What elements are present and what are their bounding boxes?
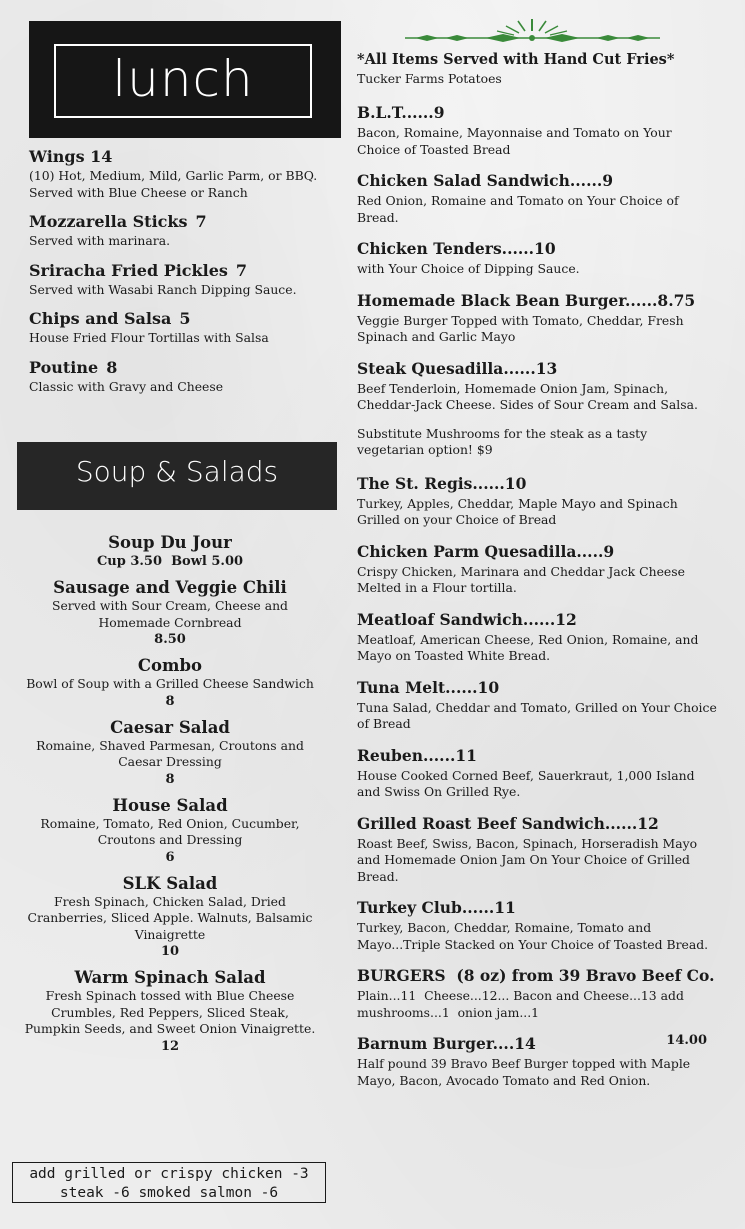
menu-item xyxy=(29,308,329,347)
menu-item xyxy=(357,290,717,346)
item-name: Reuben......11 xyxy=(357,745,477,765)
lunch-frame xyxy=(54,44,312,118)
item-price: Cup 3.50 Bowl 5.00 xyxy=(96,554,244,569)
item-desc: House Cooked Corned Beef, Sauerkraut, 1,000 Island and Swiss On Grilled Rye. xyxy=(357,767,695,799)
item-name: Caesar Salad xyxy=(110,717,230,737)
item-desc: with Your Choice of Dipping Sauce. xyxy=(357,261,580,276)
item-price: 8 xyxy=(165,771,175,787)
item-name: Warm Spinach Salad xyxy=(74,968,266,987)
soup-salads-banner xyxy=(17,442,337,510)
menu-item xyxy=(24,532,316,571)
item-desc: Fresh Spinach, Chicken Salad, Dried Cranberries, Sliced Apple. Walnuts, Balsamic Vinaigrette xyxy=(27,893,313,942)
item-desc: Served with marinara. xyxy=(29,233,171,248)
menu-item xyxy=(357,358,717,414)
addons-box xyxy=(12,1162,326,1203)
item-name: B.L.T......9 xyxy=(357,103,445,122)
menu-item xyxy=(24,717,316,789)
item-price: 14.00 xyxy=(666,1033,707,1048)
item-desc: Tuna Salad, Cheddar and Tomato, Grilled on Your Choice of Bread xyxy=(357,699,717,731)
item-name: Chips and Salsa xyxy=(29,309,172,328)
item-name: Homemade Black Bean Burger......8.75 xyxy=(357,290,696,310)
item-desc: Veggie Burger Topped with Tomato, Cheddar, Fresh Spinach and Garlic Mayo xyxy=(357,312,684,344)
lunch-banner xyxy=(29,21,341,138)
menu-item xyxy=(357,677,717,733)
appetizers-list xyxy=(29,146,329,405)
item-desc: Turkey, Apples, Cheddar, Maple Mayo and Spinach Grilled on your Choice of Bread xyxy=(357,495,678,527)
soups-list xyxy=(24,532,316,1062)
item-name: SLK Salad xyxy=(122,873,218,893)
menu-item xyxy=(29,357,329,396)
item-price: 6 xyxy=(165,849,175,865)
menu-item xyxy=(29,260,329,299)
item-name: Sriracha Fried Pickles xyxy=(29,260,228,280)
item-name: The St. Regis......10 xyxy=(357,473,527,493)
item-name: House Salad xyxy=(112,795,228,815)
item-price: 10 xyxy=(160,944,180,959)
item-name: Sausage and Veggie Chili xyxy=(53,578,287,597)
item-name: Turkey Club......11 xyxy=(357,898,516,917)
menu-item xyxy=(24,873,316,962)
item-desc: Turkey, Bacon, Cheddar, Romaine, Tomato and Mayo...Triple Stacked on Your Choice of Toasted Bread. xyxy=(357,920,709,952)
page-title: lunch xyxy=(112,50,254,108)
item-desc: (10) Hot, Medium, Mild, Garlic Parm, or BBQ. Served with Blue Cheese or Ranch xyxy=(29,168,318,200)
item-name: Chicken Tenders......10 xyxy=(357,239,556,258)
item-name: Poutine xyxy=(29,357,99,377)
item-desc: Crispy Chicken, Marinara and Cheddar Jack Cheese Melted in a Flour tortilla. xyxy=(357,563,685,595)
menu-item xyxy=(357,473,717,529)
menu-item xyxy=(357,609,717,665)
item-desc: Served with Sour Cream, Cheese and Homemade Cornbread xyxy=(51,598,288,630)
menu-item xyxy=(24,795,316,867)
addons-line: add grilled or crispy chicken -3 xyxy=(29,1166,309,1182)
item-name: Steak Quesadilla......13 xyxy=(357,358,558,378)
menu-item xyxy=(29,211,329,250)
menu-item xyxy=(357,965,717,1021)
item-desc: Romaine, Shaved Parmesan, Croutons and Caesar Dressing xyxy=(36,737,304,769)
item-price: 5 xyxy=(179,309,191,328)
item-name: Soup Du Jour xyxy=(108,533,232,552)
menu-item xyxy=(357,170,717,226)
item-desc: Fresh Spinach tossed with Blue Cheese Crumbles, Red Peppers, Sliced Steak, Pumpkin Seeds, and Sweet Onion Vinaigrette. xyxy=(24,988,316,1036)
menu-item xyxy=(357,102,717,158)
item-price: 8.50 xyxy=(154,632,186,647)
item-desc: House Fried Flour Tortillas with Salsa xyxy=(29,330,269,345)
item-price: 8 xyxy=(106,357,118,377)
menu-item xyxy=(357,1033,717,1089)
item-price: 8 xyxy=(165,693,175,709)
item-desc: Roast Beef, Swiss, Bacon, Spinach, Horseradish Mayo and Homemade Onion Jam On Your Choice of Grilled Bread. xyxy=(357,835,698,884)
item-name: Meatloaf Sandwich......12 xyxy=(357,609,577,629)
sandwiches-list xyxy=(357,50,717,1101)
section-title: Soup & Salads xyxy=(75,455,279,488)
item-name: BURGERS (8 oz) from 39 Bravo Beef Co. xyxy=(357,966,715,985)
item-name: Barnum Burger....14 xyxy=(357,1034,536,1053)
item-desc: Bacon, Romaine, Mayonnaise and Tomato on Your Choice of Toasted Bread xyxy=(357,125,672,157)
item-name: Tuna Melt......10 xyxy=(357,677,500,697)
item-desc: Romaine, Tomato, Red Onion, Cucumber, Croutons and Dressing xyxy=(40,815,300,847)
menu-item xyxy=(24,967,316,1056)
item-desc: Half pound 39 Bravo Beef Burger topped with Maple Mayo, Bacon, Avocado Tomato and Red Onion. xyxy=(357,1056,691,1088)
menu-item xyxy=(357,541,717,597)
item-desc: Served with Wasabi Ranch Dipping Sauce. xyxy=(29,281,297,297)
item-name: Chicken Parm Quesadilla.....9 xyxy=(357,541,615,561)
item-name: Grilled Roast Beef Sandwich......12 xyxy=(357,813,659,833)
menu-item xyxy=(357,813,717,886)
item-desc: Plain...11 Cheese...12... Bacon and Cheese...13 add mushrooms...1 onion jam...1 xyxy=(357,988,688,1020)
item-price: 12 xyxy=(160,1038,180,1054)
item-name: Wings 14 xyxy=(29,147,113,166)
item-price: 7 xyxy=(235,260,248,280)
item-desc: Bowl of Soup with a Grilled Cheese Sandwich xyxy=(26,676,314,691)
ornament-icon xyxy=(405,18,660,48)
menu-item xyxy=(357,897,717,953)
item-name: Mozzarella Sticks xyxy=(29,212,188,231)
fries-note-sub: Tucker Farms Potatoes xyxy=(357,71,502,86)
menu-item xyxy=(24,655,316,711)
menu-item xyxy=(29,146,329,201)
item-desc: Classic with Gravy and Cheese xyxy=(29,378,224,394)
item-name: Chicken Salad Sandwich......9 xyxy=(357,171,614,190)
menu-item xyxy=(24,577,316,649)
fries-note: *All Items Served with Hand Cut Fries* xyxy=(357,51,675,68)
item-desc: Beef Tenderloin, Homemade Onion Jam, Spinach, Cheddar-Jack Cheese. Sides of Sour Cream and Salsa. xyxy=(357,380,698,412)
item-desc: Red Onion, Romaine and Tomato on Your Choice of Bread. xyxy=(357,193,679,225)
item-price: 7 xyxy=(195,212,207,231)
item-name: Combo xyxy=(137,656,203,675)
menu-item xyxy=(357,238,717,278)
menu-item xyxy=(357,745,717,801)
addons-line: steak -6 smoked salmon -6 xyxy=(59,1185,279,1201)
item-desc: Meatloaf, American Cheese, Red Onion, Romaine, and Mayo on Toasted White Bread. xyxy=(357,631,699,663)
vegetarian-note: Substitute Mushrooms for the steak as a tasty vegetarian option! $9 xyxy=(357,425,648,457)
